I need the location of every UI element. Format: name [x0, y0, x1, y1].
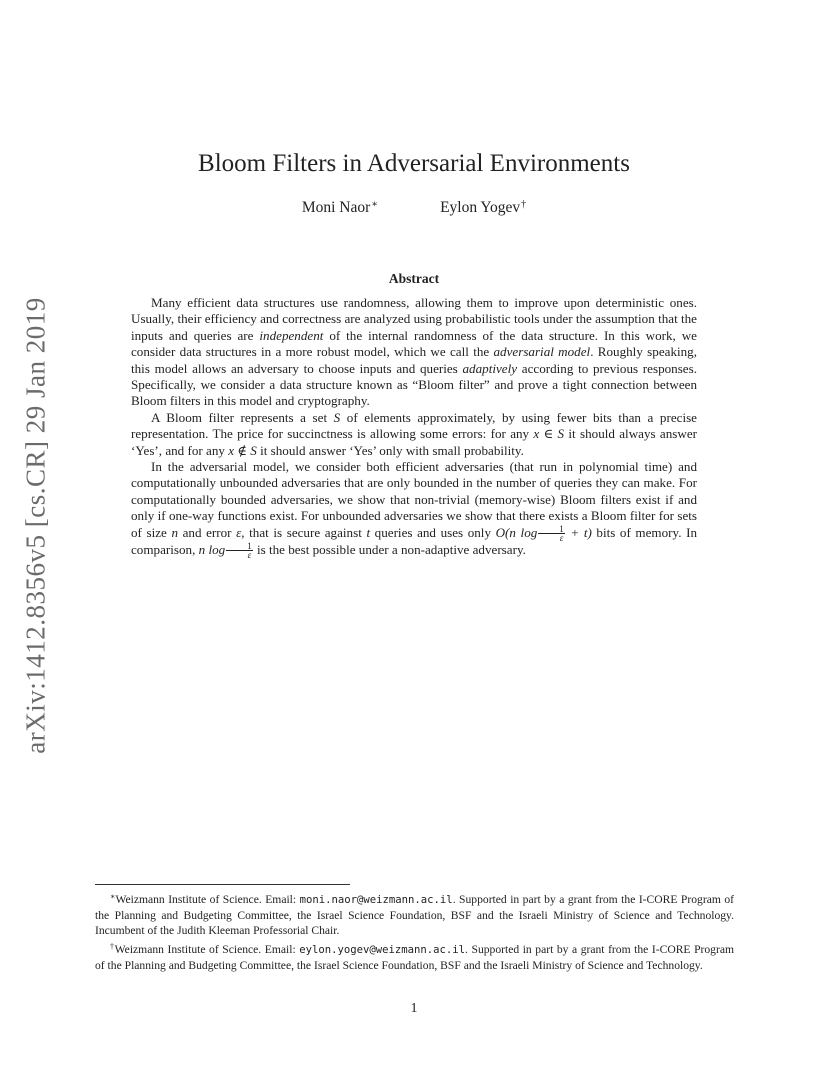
text-run: . Supported in part by a grant from the I-CORE Program of the Planning and Budgeting Committee, the Israel Science Foundation, BSF and the Israeli Ministry of Science and Technology. Incumbent of the Judith Kleeman Professorial Chair.	[95, 893, 734, 938]
arxiv-identifier: arXiv:1412.8356v5 [cs.CR] 29 Jan 2019	[20, 296, 51, 754]
math: x ∈ S	[533, 426, 565, 442]
math: ε	[236, 524, 242, 540]
text-run: . Roughly speaking, this model allows an adversary to choose inputs and queries	[131, 344, 697, 376]
fraction	[226, 542, 253, 559]
math: t	[366, 524, 371, 540]
text-run: queries and uses only	[370, 524, 496, 540]
math: n	[171, 524, 178, 540]
footnotes	[95, 889, 734, 973]
text-run: A Bloom filter represents a set	[151, 409, 334, 425]
fraction-numerator: 1	[538, 525, 565, 534]
abstract-paragraph	[131, 295, 697, 410]
footnote-rule	[95, 884, 350, 885]
text-run: Weizmann Institute of Science. Email:	[115, 893, 300, 906]
text-run: according to previous responses. Specifically, we consider a data structure known as “Bloom filter” and prove a tight connection between Bloom filters in this model and cryptography.	[131, 360, 697, 409]
text-run: of elements approximately, by using fewer bits than a precise representation. The price for succinctness is allowing some errors: for any	[131, 409, 697, 442]
author-list	[0, 199, 828, 217]
emphasis: adaptively	[462, 360, 518, 376]
text-run: Many efficient data structures use randomness, allowing them to improve upon deterministic ones. Usually, their efficiency and correctness are analyzed using probabilistic tools under the assumption that the inputs and queries are	[131, 295, 697, 343]
math: x ∉ S	[228, 442, 257, 458]
text-run: is the best possible under a non-adaptive adversary.	[253, 541, 526, 557]
fraction-denominator: ε	[247, 549, 252, 560]
emphasis: adversarial model	[493, 344, 591, 360]
email-link[interactable]: eylon.yogev@weizmann.ac.il	[299, 943, 466, 956]
author-name: Moni Naor	[301, 199, 371, 216]
author-name: Eylon Yogev	[440, 199, 521, 216]
paper-title: Bloom Filters in Adversarial Environments	[198, 150, 630, 177]
fraction-numerator: 1	[226, 542, 253, 551]
text-run: , that is secure against	[241, 524, 367, 540]
author-footnote-mark[interactable]: †	[521, 199, 527, 210]
text-run: Weizmann Institute of Science. Email:	[114, 942, 300, 956]
footnote-mark: ∗	[110, 892, 116, 901]
emphasis: independent	[259, 327, 324, 343]
fraction	[538, 525, 565, 542]
footnote	[95, 889, 734, 939]
abstract-paragraph	[131, 459, 697, 559]
arxiv-side-stamp	[16, 296, 56, 754]
footnote	[95, 939, 734, 973]
math: S	[333, 409, 341, 425]
text-run: of the internal randomness of the data structure. In this work, we consider data structures in a more robust model, which we call the	[131, 327, 697, 360]
text-run: and error	[178, 524, 237, 540]
author-footnote-mark[interactable]: ∗	[371, 199, 379, 210]
math: + t)	[565, 524, 592, 540]
abstract-paragraph	[131, 410, 697, 459]
abstract-body	[131, 295, 697, 559]
math: n log	[198, 541, 226, 557]
author	[302, 199, 378, 217]
page-number: 1	[410, 1001, 418, 1016]
author	[440, 199, 526, 217]
email-link[interactable]: moni.naor@weizmann.ac.il	[299, 894, 453, 906]
footnote-mark: †	[110, 941, 115, 951]
text-run: it should always answer ‘Yes’, and for any	[131, 426, 697, 458]
math: O(n log	[495, 524, 538, 540]
text-run: bits of memory. In comparison,	[131, 524, 697, 557]
text-run: . Supported in part by a grant from the I-CORE Program of the Planning and Budgeting Committee, the Israel Science Foundation, BSF and the Israeli Ministry of Science and Technology.	[95, 942, 734, 972]
text-run: In the adversarial model, we consider both efficient adversaries (that run in polynomial time) and computationally unbounded adversaries that are only bounded in the number of queries they can make. For computationally bounded adversaries, we show that non-trivial (memory-wise) Bloom filters exist if and only if one-way functions exist. For unbounded adversaries we show that there exists a Bloom filter for sets of size	[131, 459, 697, 540]
fraction-denominator: ε	[559, 532, 564, 543]
text-run: it should answer ‘Yes’ only with small probability.	[256, 442, 524, 458]
abstract-heading: Abstract	[388, 271, 440, 286]
